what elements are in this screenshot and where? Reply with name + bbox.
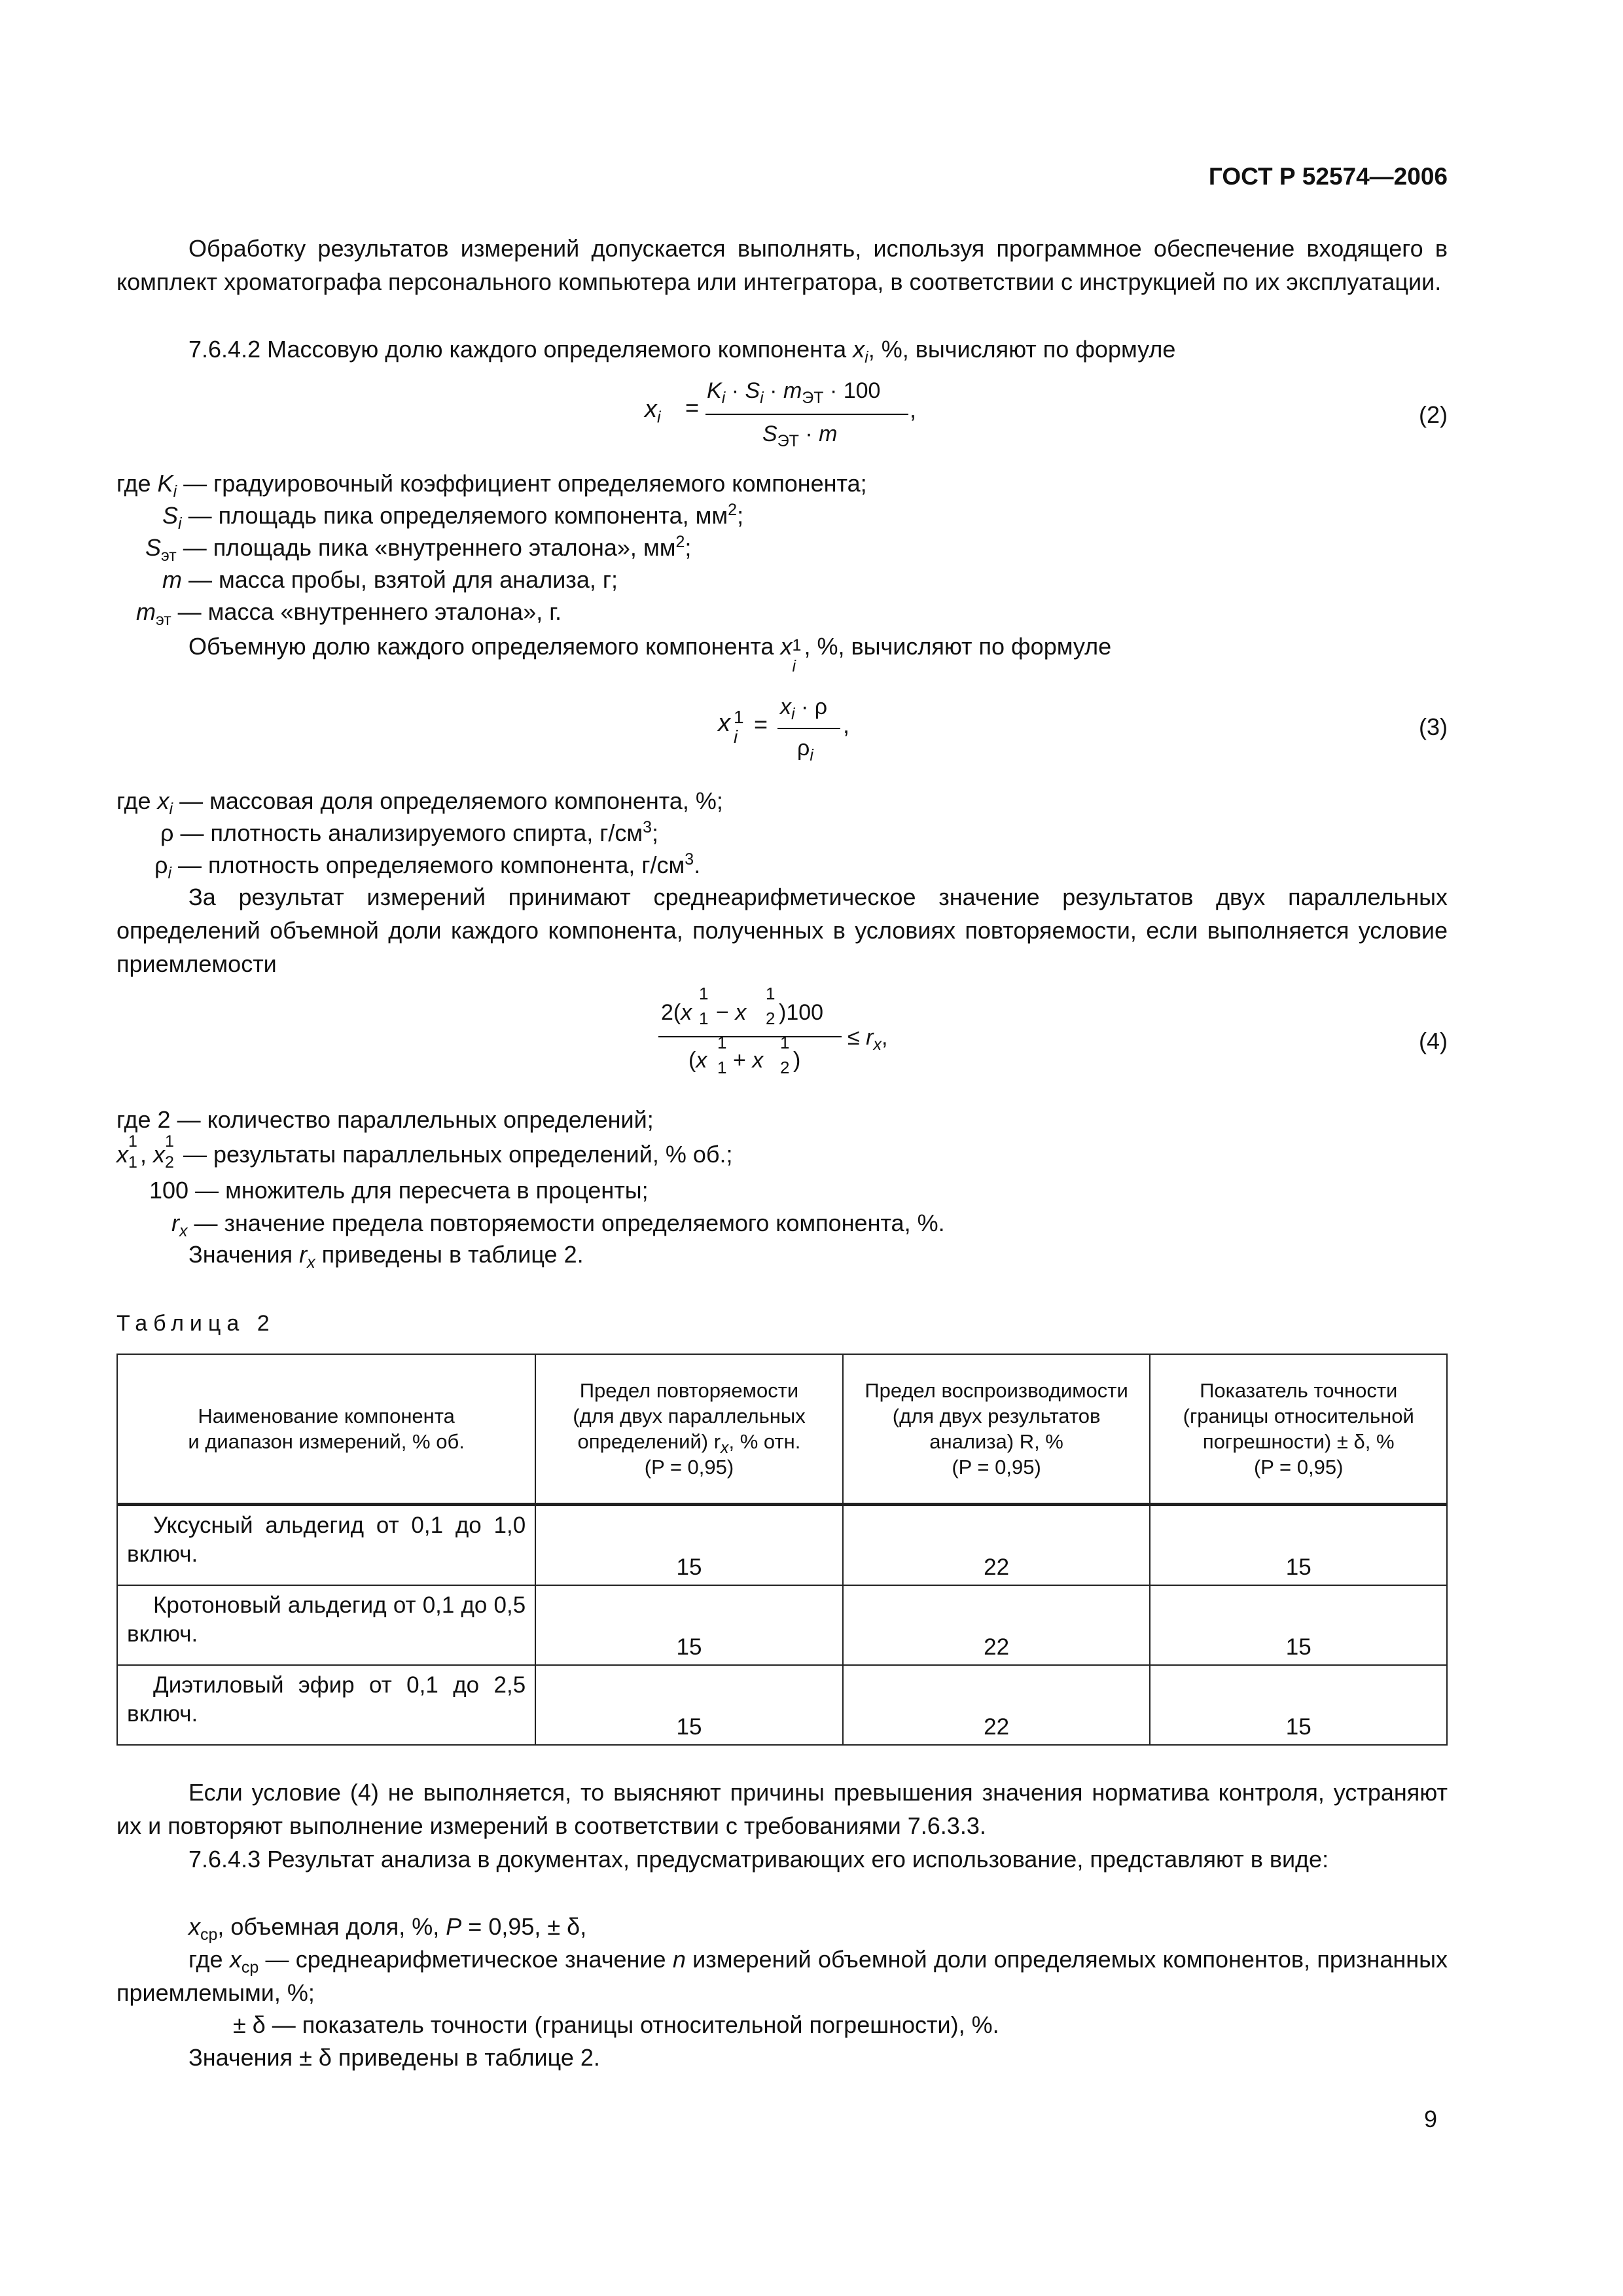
equation-number-3: (3) bbox=[1419, 713, 1448, 740]
section-7-6-4-3: 7.6.4.3 Результат анализа в документах, предусматривающих его использование, представляют в виде: bbox=[188, 1846, 1329, 1873]
row-r: 15 bbox=[535, 1585, 843, 1665]
row-R: 22 bbox=[843, 1505, 1150, 1586]
header-reproducibility: Предел воспроизводимости (для двух результатов анализа) R, % (P = 0,95) bbox=[843, 1354, 1150, 1505]
table-2 bbox=[116, 1354, 1448, 1746]
after-table-paragraph: Если условие (4) не выполняется, то выясняют причины превышения значения норматива контроля, устраняют их и повторяют выполнение измерений в соответствии с требованиями 7.6.3.3. bbox=[116, 1779, 1448, 1839]
equation-number-4: (4) bbox=[1419, 1028, 1448, 1054]
rx-values-note: Значения $r_x$ приведены в таблице 2. bbox=[188, 1241, 584, 1272]
row-r: 15 bbox=[535, 1505, 843, 1586]
row-name: Кротоновый альдегид от 0,1 до 0,5 включ. bbox=[117, 1585, 535, 1665]
row-name: Диэтиловый эфир от 0,1 до 2,5 включ. bbox=[117, 1665, 535, 1745]
delta-values-note: Значения ± δ приведены в таблице 2. bbox=[188, 2044, 600, 2071]
table-row bbox=[117, 1665, 1447, 1745]
row-delta: 15 bbox=[1150, 1585, 1447, 1665]
header-component: Наименование компонента и диапазон измерений, % об. bbox=[117, 1354, 535, 1505]
row-delta: 15 bbox=[1150, 1505, 1447, 1586]
delta-definition: ± δ — показатель точности (границы относительной погрешности), %. bbox=[233, 2011, 999, 2038]
xcp-where: где $x_{ср}$ — среднеарифметическое значение n измерений объемной доли определяемых компонентов, признанных приемлемыми, %; bbox=[116, 1946, 1448, 2006]
table-caption: Таблица 2 bbox=[116, 1311, 276, 1336]
volume-fraction-sentence: Объемную долю каждого определяемого компонента x 1 i , %, вычисляют по формуле bbox=[188, 633, 1112, 675]
row-delta: 15 bbox=[1150, 1665, 1447, 1745]
header-repeatability: Предел повторяемости (для двух параллельных определений) $r_x$, % отн. (P = 0,95) bbox=[535, 1354, 843, 1505]
table-header-row bbox=[117, 1354, 1447, 1505]
row-R: 22 bbox=[843, 1665, 1150, 1745]
header-accuracy: Показатель точности (границы относительной погрешности) ± δ, % (P = 0,95) bbox=[1150, 1354, 1447, 1505]
table-row bbox=[117, 1585, 1447, 1665]
intro-paragraph: Обработку результатов измерений допускается выполнять, используя программное обеспечение входящего в комплект хроматографа персонального компьютера или интегратора, в соответствии с инструкцией по их эксплуатации. bbox=[116, 235, 1448, 295]
table-row bbox=[117, 1505, 1447, 1586]
section-7-6-4-2: 7.6.4.2 Массовую долю каждого определяемого компонента $x_i$, %, вычисляют по формуле bbox=[188, 336, 1176, 367]
equation-number-2: (2) bbox=[1419, 401, 1448, 428]
page-number: 9 bbox=[1424, 2106, 1438, 2132]
row-name: Уксусный альдегид от 0,1 до 1,0 включ. bbox=[117, 1505, 535, 1586]
row-R: 22 bbox=[843, 1585, 1150, 1665]
row-r: 15 bbox=[535, 1665, 843, 1745]
result-paragraph: За результат измерений принимают среднеарифметическое значение результатов двух параллельных определений объемной доли каждого компонента, полученных в условиях повторяемости, если выполняется условие приемлемости bbox=[116, 884, 1448, 977]
xcp-expression: $x_{ср}$, объемная доля, %, P = 0,95, ± δ, bbox=[188, 1913, 587, 1945]
document-code: ГОСТ Р 52574—2006 bbox=[1208, 163, 1448, 190]
